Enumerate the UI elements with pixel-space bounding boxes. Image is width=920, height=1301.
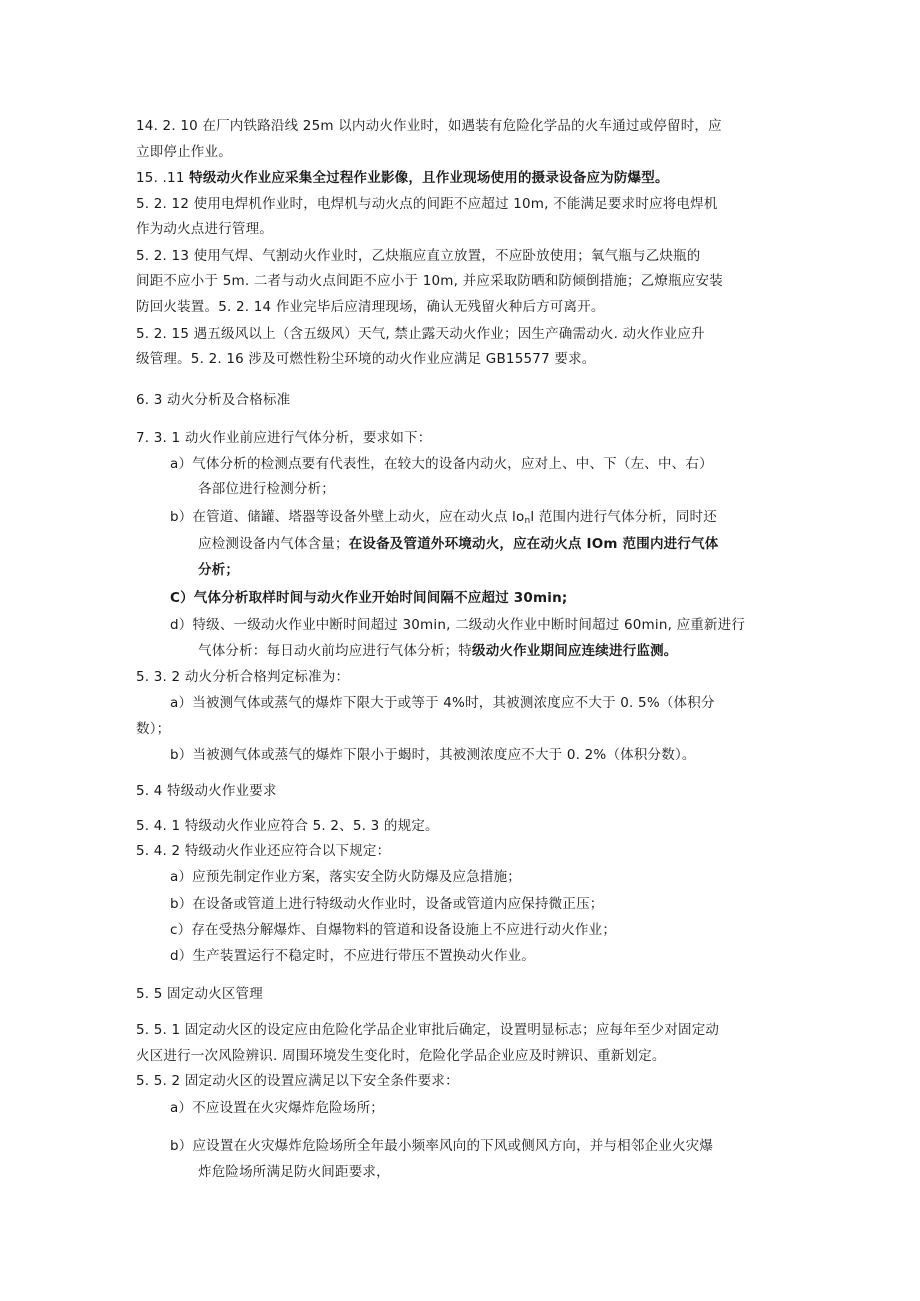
- item-7-3-1-d-line1: d）特级、一级动火作业中断时间超过 30min, 二级动火作业中断时间超过 60min, 应重新进行: [170, 617, 746, 633]
- para-5-5-2: 5. 5. 2 固定动火区的设置应满足以下安全条件要求：: [136, 1073, 459, 1089]
- para-15-11-number: 15. .11: [136, 170, 185, 186]
- item-5-5-2-a: a）不应设置在火灾爆炸危险场所；: [170, 1100, 384, 1116]
- para-5-2-13-line1: 5. 2. 13 使用气焊、气割动火作业时，乙炔瓶应直立放置，不应卧放使用；氧气瓶与乙炔瓶的: [136, 248, 701, 264]
- para-5-2-15-line1: 5. 2. 15 遇五级风以上（含五级风）天气, 禁止露天动火作业；因生产确需动火. 动火作业应升: [136, 326, 705, 342]
- item-7-3-1-b-line2: 应检测设备内气体含量；在设备及管道外环境动火，应在动火点 IOm 范围内进行气体: [198, 536, 719, 552]
- para-14-2-10-line1: 14. 2. 10 在厂内铁路沿线 25m 以内动火作业时，如遇装有危险化学品的火车通过或停留时，应: [136, 118, 722, 134]
- para-7-3-1-intro: 7. 3. 1 动火作业前应进行气体分析，要求如下：: [136, 430, 432, 446]
- para-5-2-12-line1: 5. 2. 12 使用电焊机作业时，电焊机与动火点的间距不应超过 10m, 不能满足要求时应将电焊机: [136, 196, 718, 212]
- item-7-3-1-b-line1: b）在管道、储罐、塔器等设备外壁上动火，应在动火点 $lo_nl$ 范围内进行气体分析，同时还: [170, 509, 717, 526]
- item-5-4-2-c: c）存在受热分解爆炸、自爆物料的管道和设备设施上不应进行动火作业；: [170, 922, 617, 938]
- para-5-3-2-intro: 5. 3. 2 动火分析合格判定标准为：: [136, 669, 350, 685]
- para-5-2-15-line2: 级管理。5. 2. 16 涉及可燃性粉尘环境的动火作业应满足 GB15577 要求。: [136, 351, 596, 367]
- item-7-3-1-a-line2: 各部位进行检测分析；: [198, 481, 335, 497]
- heading-6-3: 6. 3 动火分析及合格标准: [136, 392, 291, 408]
- item-7-3-1-b-line3: 分析；: [198, 562, 240, 578]
- item-7-3-1-a-line1: a）气体分析的检测点要有代表性，在较大的设备内动火，应对上、中、下（左、中、右）: [170, 456, 713, 472]
- item-5-3-2-b: b）当被测气体或蒸气的爆炸下限小于蝎时，其被测浓度应不大于 0. 2%（体积分数）。: [170, 747, 696, 763]
- para-5-5-1-line2: 火区进行一次风险辨识. 周围环境发生变化时，危险化学品企业应及时辨识、重新划定。: [136, 1048, 666, 1064]
- para-5-5-1-line1: 5. 5. 1 固定动火区的设定应由危险化学品企业审批后确定，设置明显标志；应每年至少对固定动: [136, 1022, 720, 1038]
- para-5-4-2: 5. 4. 2 特级动火作业还应符合以下规定：: [136, 843, 391, 859]
- item-5-3-2-a-line1: a）当被测气体或蒸气的爆炸下限大于或等于 4%时，其被测浓度应不大于 0. 5%（体积分: [170, 695, 715, 711]
- item-5-4-2-d: d）生产装置运行不稳定时，不应进行带压不置换动火作业。: [170, 948, 535, 964]
- para-5-2-13-line2: 间距不应小于 5m. 二者与动火点间距不应小于 10m, 并应采取防晒和防倾倒措施；乙燎瓶应安装: [136, 273, 723, 289]
- para-15-11: [136, 168, 669, 188]
- item-5-4-2-a: a）应预先制定作业方案，落实安全防火防爆及应急措施；: [170, 869, 521, 885]
- item-5-5-2-b-line1: b）应设置在火灾爆炸危险场所全年最小频率风向的下风或侧风方向，并与相邻企业火灾爆: [170, 1138, 714, 1154]
- para-5-2-13-line3: 防回火装置。5. 2. 14 作业完毕后应清理现场，确认无残留火种后方可离开。: [136, 299, 605, 315]
- item-5-3-2-a-line2: 数）；: [136, 721, 171, 737]
- item-7-3-1-c: C）气体分析取样时间与动火作业开始时间间隔不应超过 30min;: [170, 590, 568, 606]
- item-5-4-2-b: b）在设备或管道上进行特级动火作业时，设备或管道内应保持微正压；: [170, 896, 604, 912]
- para-15-11-text: 特级动火作业应采集全过程作业影像，且作业现场使用的摄录设备应为防爆型。: [189, 170, 669, 186]
- heading-5-5: 5. 5 固定动火区管理: [136, 986, 263, 1002]
- para-14-2-10-line2: 立即停止作业。: [136, 144, 232, 160]
- item-5-5-2-b-line2: 炸危险场所满足防火间距要求，: [198, 1164, 390, 1180]
- item-7-3-1-d-line2: 气体分析：每日动火前均应进行气体分析；特级动火作业期间应连续进行监测。: [198, 643, 678, 659]
- para-5-2-12-line2: 作为动火点进行管理。: [136, 221, 273, 237]
- heading-5-4: 5. 4 特级动火作业要求: [136, 783, 277, 799]
- para-5-4-1: 5. 4. 1 特级动火作业应符合 5. 2、5. 3 的规定。: [136, 818, 439, 834]
